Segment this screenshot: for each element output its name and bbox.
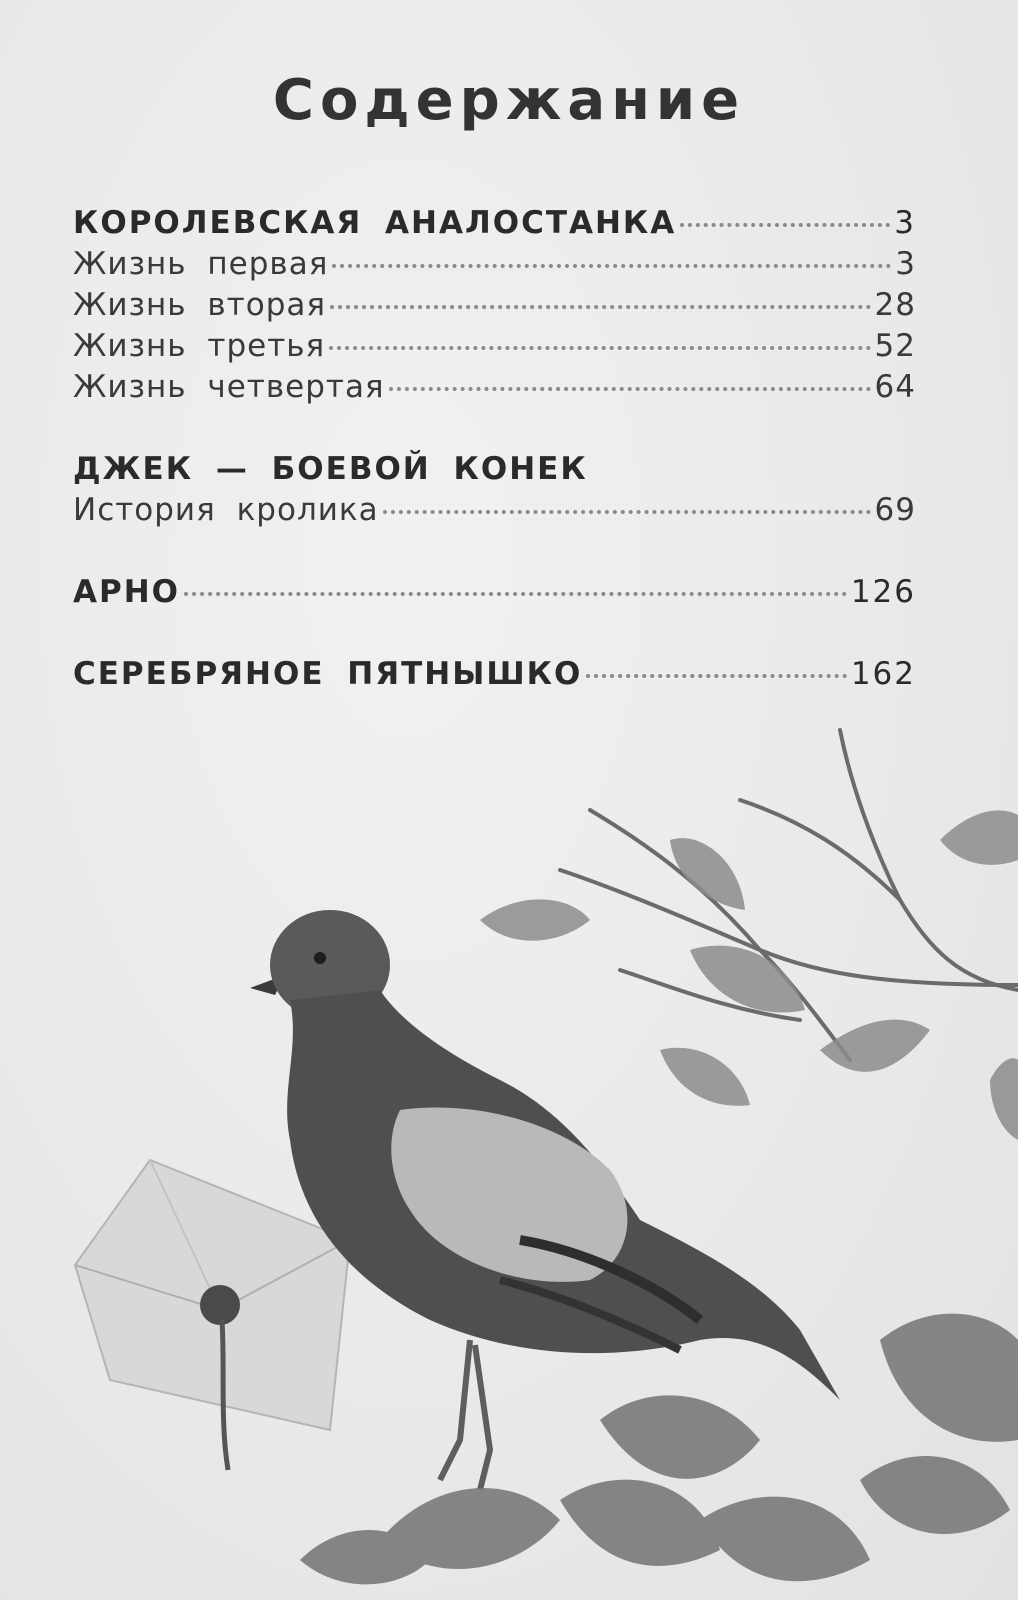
leaf-icon — [480, 810, 1018, 1140]
toc-heading-label: АРНО — [73, 574, 181, 610]
pigeon-illustration — [0, 720, 1018, 1600]
toc-page-number: 28 — [874, 287, 916, 323]
toc-heading-label: КОРОЛЕВСКАЯ АНАЛОСТАНКА — [73, 205, 677, 241]
toc-entry[interactable] — [73, 287, 916, 328]
toc-page-number: 64 — [874, 369, 916, 405]
toc-entry[interactable] — [73, 492, 916, 533]
dot-leader — [330, 305, 871, 309]
toc-entry-label: Жизнь третья — [73, 328, 326, 364]
dot-leader — [389, 387, 871, 391]
toc-entry-label: Жизнь вторая — [73, 287, 327, 323]
toc-entry-label: Жизнь первая — [73, 246, 329, 282]
dot-leader — [332, 264, 891, 268]
toc-page-number: 52 — [874, 328, 916, 364]
page-title: Содержание — [272, 68, 746, 133]
toc-spacer — [73, 533, 916, 574]
toc-section-heading[interactable] — [73, 205, 916, 246]
toc-entry[interactable] — [73, 369, 916, 410]
toc-page-number: 69 — [874, 492, 916, 528]
dot-leader — [184, 592, 847, 596]
toc-page-number: 126 — [850, 574, 916, 610]
toc-heading-label: ДЖЕК — БОЕВОЙ КОНЕК — [73, 451, 588, 487]
toc-page-number: 3 — [895, 246, 916, 282]
toc-heading-label: СЕРЕБРЯНОЕ ПЯТНЫШКО — [73, 656, 583, 692]
leaf-icon — [300, 1314, 1018, 1585]
dot-leader — [680, 223, 890, 227]
dot-leader — [383, 510, 871, 514]
toc-entry[interactable] — [73, 246, 916, 287]
toc-entry-label: Жизнь четвертая — [73, 369, 385, 405]
toc-section-heading[interactable] — [73, 656, 916, 697]
toc-spacer — [73, 410, 916, 451]
toc-section-heading[interactable] — [73, 574, 916, 615]
toc-page-number: 162 — [850, 656, 916, 692]
envelope-icon — [75, 1160, 350, 1470]
toc-page-number: 3 — [894, 205, 916, 241]
toc-spacer — [73, 615, 916, 656]
dot-leader — [586, 674, 847, 678]
dot-leader — [329, 346, 870, 350]
table-of-contents — [73, 205, 916, 697]
toc-section-heading[interactable] — [73, 451, 916, 492]
toc-entry-label: История кролика — [73, 492, 379, 528]
toc-entry[interactable] — [73, 328, 916, 369]
